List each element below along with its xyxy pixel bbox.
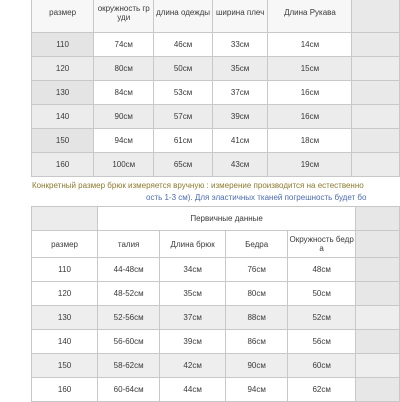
table-row: 160 60-64см 44см 94см 62см (32, 378, 400, 402)
header-shoulder: ширина плеч (212, 0, 268, 33)
table-row: 120 48-52см 35см 80см 50см (32, 282, 400, 306)
top-size-table (31, 0, 400, 177)
table-row: 130 84см 53см 37см 16см (32, 81, 400, 105)
header-size: размер (32, 231, 98, 258)
table-row: 110 74см 46см 33см 14см (32, 33, 400, 57)
header-waist: талия (98, 231, 160, 258)
header-empty (352, 0, 400, 33)
note-line-1: Конкретный размер брюк измеряется вручную : измерение производится на естественно (32, 181, 364, 190)
table-row: 140 90см 57см 39см 16см (32, 105, 400, 129)
header-length: длина одежды (154, 0, 213, 33)
table-row: 110 44-48см 34см 76см 48см (32, 258, 400, 282)
header-chest: окружность гр уди (94, 0, 154, 33)
bottom-size-table (31, 206, 400, 402)
table-row: 130 52-56см 37см 88см 52см (32, 306, 400, 330)
header-thigh: Окружность бедр а (288, 231, 356, 258)
group-header: Первичные данные (98, 207, 356, 231)
header-hips: Бедра (226, 231, 288, 258)
header-size: размер (32, 0, 94, 33)
header-trouser-length: Длина брюк (160, 231, 226, 258)
table-row: 160 100см 65см 43см 19см (32, 153, 400, 177)
table-row: 150 94см 61см 41см 18см (32, 129, 400, 153)
note-line-2: ость 1-3 см). Для эластичных тканей погрешность будет бо (146, 193, 367, 202)
table-row: 150 58-62см 42см 90см 60см (32, 354, 400, 378)
table-row: 120 80см 50см 35см 15см (32, 57, 400, 81)
measurement-note (0, 180, 400, 204)
table-row: 140 56-60см 39см 86см 56см (32, 330, 400, 354)
header-sleeve: Длина Рукава (268, 0, 352, 33)
corner-cell (32, 207, 98, 231)
